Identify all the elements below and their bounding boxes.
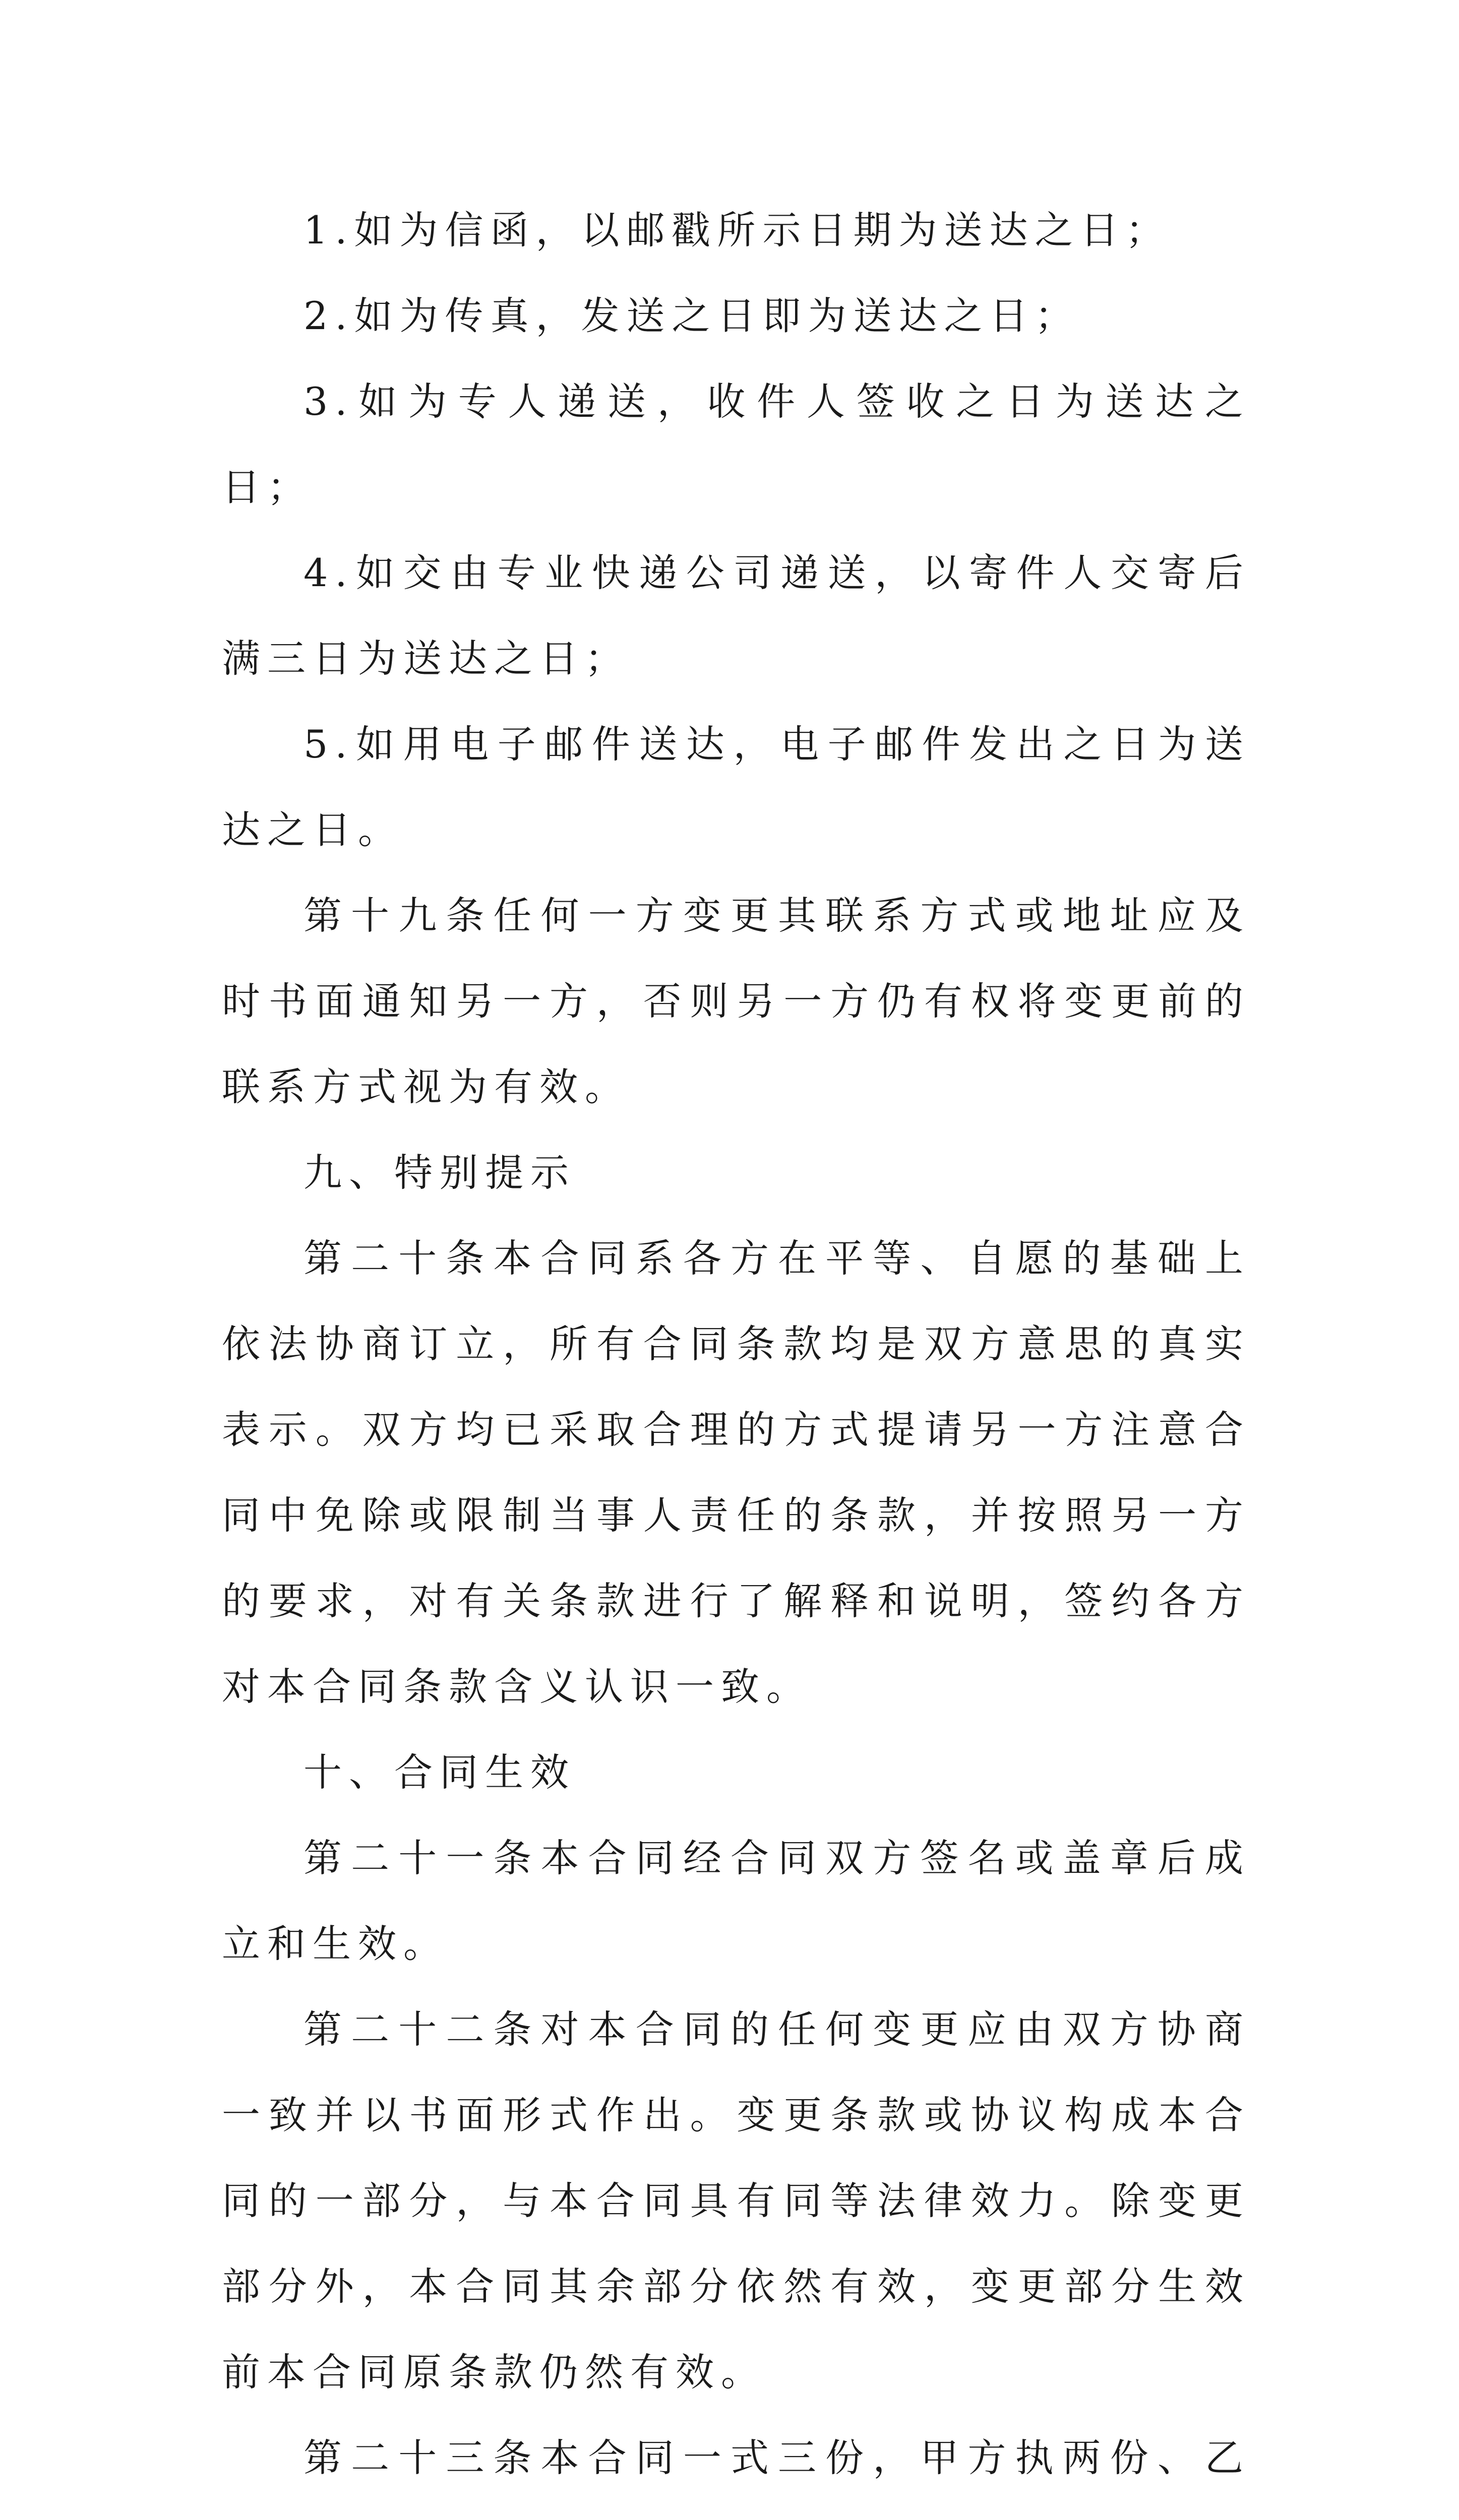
section-heading-effectiveness: 十、合同生效: [303, 1750, 576, 1795]
delivery-rule-fax: 2.如为传真，发送之日即为送达之日；: [303, 293, 1080, 338]
delivery-rule-email: 5.如用电子邮件送达，电子邮件发出之日为送达之日。: [222, 722, 1250, 852]
document-body: [222, 187, 1250, 2520]
article-20: 第二十条本合同系各方在平等、自愿的基础上依法协商订立，所有合同条款均是双方意思的真实表示。双方均已采取合理的方式提请另一方注意合同中免除或限制当事人责任的条款，并按照另一方的要求，对有关条款进行了解释和说明，签约各方对本合同条款含义认识一致。: [222, 1236, 1250, 1709]
article-23: 第二十三条本合同一式三份，甲方执两份、乙: [303, 2435, 1250, 2480]
article-22: 第二十二条对本合同的任何变更应由双方协商一致并以书面形式作出。变更条款或协议构成本合同的一部分，与本合同具有同等法律效力。除变更部分外，本合同其余部分依然有效，变更部分生效前本合同原条款仍然有效。: [222, 2007, 1250, 2395]
delivery-rule-courier: 3.如为专人递送，收件人签收之日为送达之日；: [222, 379, 1250, 510]
article-19: 第十九条任何一方变更其联系方式或地址应及时书面通知另一方，否则另一方仍有权将变更前的联系方式视为有效。: [222, 893, 1250, 1109]
article-21: 第二十一条本合同经合同双方签名或盖章后成立和生效。: [222, 1836, 1250, 1966]
delivery-rule-express: 4.如交由专业快递公司递送，以寄件人交寄后满三日为送达之日；: [222, 550, 1250, 681]
section-heading-special-notice: 九、特别提示: [303, 1150, 576, 1195]
delivery-rule-letter: 1.如为信函，以邮戳所示日期为送达之日；: [303, 208, 1171, 253]
